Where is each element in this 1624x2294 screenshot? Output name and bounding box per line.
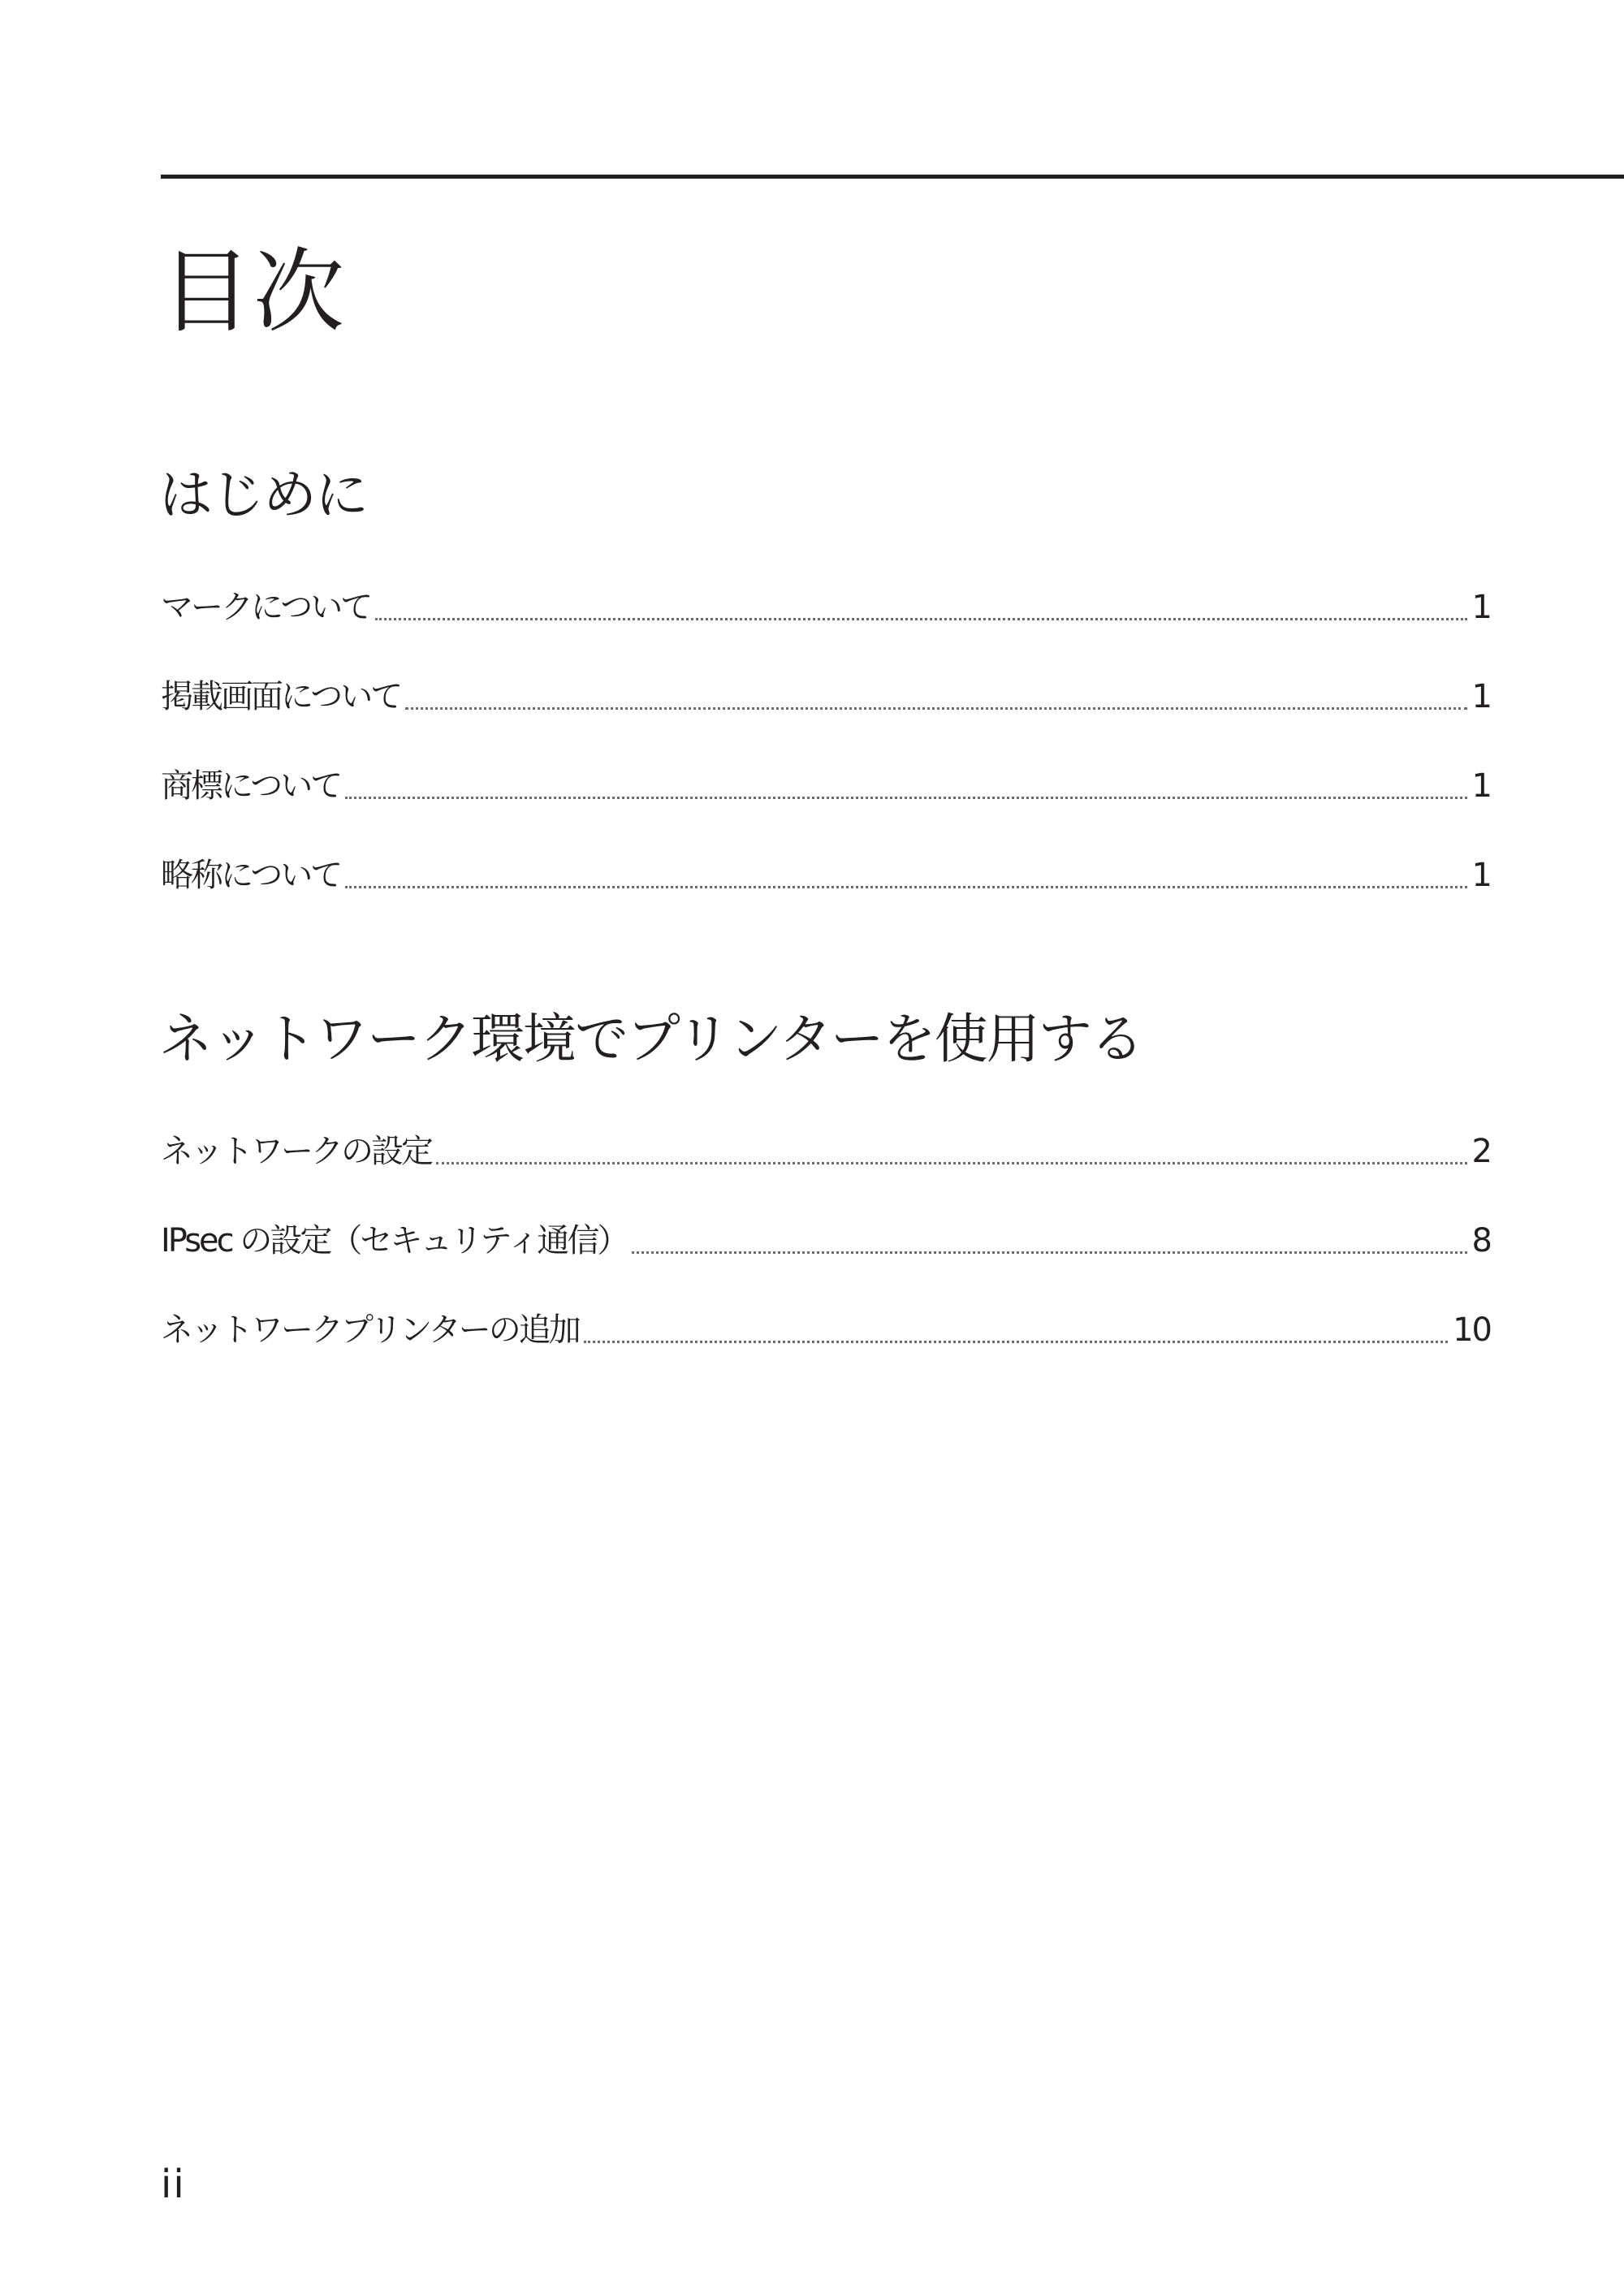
toc-entry-label: 略称について	[161, 857, 341, 894]
page-number: ii	[161, 2162, 186, 2207]
page-title: 目次	[161, 240, 346, 345]
toc-entry-page: 1	[1471, 767, 1491, 805]
toc-entry-add-network-printer[interactable]	[161, 1307, 1491, 1353]
toc-entry-label: マークについて	[161, 589, 371, 626]
top-rule	[161, 175, 1624, 179]
toc-entry-label: ネットワークの設定	[161, 1133, 431, 1170]
toc-dot-leader	[632, 1251, 1466, 1254]
toc-entry-ipsec[interactable]	[161, 1218, 1491, 1264]
toc-entry-screenshots[interactable]	[161, 674, 1491, 719]
toc-dot-leader	[436, 1162, 1467, 1164]
toc-entry-abbreviations[interactable]	[161, 853, 1491, 898]
toc-dot-leader	[375, 618, 1466, 620]
toc-entry-label: ネットワークプリンターの追加	[161, 1311, 579, 1349]
toc-entry-page: 2	[1471, 1133, 1491, 1170]
toc-dot-leader	[405, 707, 1466, 710]
section-heading-network: ネットワーク環境でプリンターを使用する	[159, 1008, 1142, 1070]
toc-entry-page: 1	[1471, 857, 1491, 894]
toc-entry-trademarks[interactable]	[161, 763, 1491, 809]
toc-entry-network-settings[interactable]	[161, 1129, 1491, 1174]
section-heading-introduction: はじめに	[159, 464, 367, 526]
toc-entry-label: IPsec の設定（セキュリティ通信）	[161, 1222, 628, 1259]
toc-entry-page: 10	[1453, 1311, 1491, 1349]
toc-entry-label: 掲載画面について	[161, 678, 401, 715]
toc-entry-label: 商標について	[161, 767, 341, 805]
toc-entry-page: 8	[1471, 1222, 1491, 1259]
toc-dot-leader	[584, 1341, 1448, 1343]
toc-entry-page: 1	[1471, 678, 1491, 715]
toc-dot-leader	[345, 797, 1466, 799]
toc-dot-leader	[345, 886, 1466, 888]
toc-entry-page: 1	[1471, 589, 1491, 626]
toc-entry-marks[interactable]	[161, 585, 1491, 630]
